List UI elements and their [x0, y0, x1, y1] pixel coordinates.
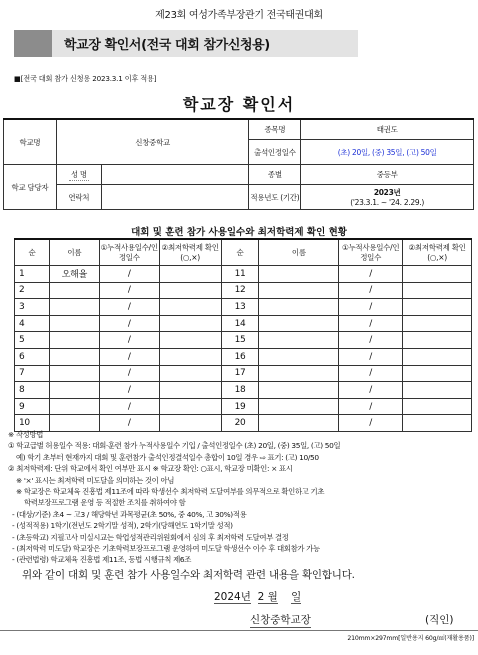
name-field[interactable]: [101, 165, 249, 185]
days-cell[interactable]: /: [99, 415, 159, 432]
division-value: 중등부: [301, 165, 474, 185]
note-8: - (최저학력 미도달) 학교장은 기초학력보장프로그램 운영하여 미도달 학생선수 이수 후 대회참가 가능: [12, 544, 320, 554]
note-1a: ① 학교급별 허용일수 적용: 대회·훈련 참가 누적사용일수 기입 / 출석인정일수 (초) 20일, (중) 35일, (고) 50일: [8, 441, 341, 451]
grade-check-cell[interactable]: [403, 282, 472, 299]
student-name[interactable]: [49, 282, 99, 299]
table-row: [15, 365, 472, 382]
instructions: [8, 429, 474, 566]
days-cell[interactable]: /: [339, 299, 403, 316]
grade-check-cell[interactable]: [159, 315, 221, 332]
days-cell[interactable]: /: [99, 365, 159, 382]
confirmation-text: 위와 같이 대회 및 훈련 참가 사용일수와 최저학력 관련 내용을 확인합니다.: [22, 569, 355, 581]
note-4a: ※ 학교장은 학교체육 진흥법 제11조에 따라 학생선수 최저학력 도달여부를 의무적으로 확인하고 기초: [16, 487, 325, 497]
header-grade: ②최저학력제 확인(○,×): [403, 239, 472, 266]
student-name[interactable]: [49, 365, 99, 382]
grade-check-cell[interactable]: [403, 365, 472, 382]
days-cell[interactable]: /: [339, 415, 403, 432]
note-5: - (대상/기준) 초4 ~ 고3 / 해당학년 과목평균(초 50%, 중 40%, 고 30%)적용: [12, 509, 247, 519]
notice-line: ■[전국 대회 참가 신청용 2023.3.1 이후 적용]: [14, 74, 157, 83]
days-cell[interactable]: /: [339, 382, 403, 399]
name-label-text: 성 명: [70, 169, 87, 179]
table-row: [15, 348, 472, 365]
school-name-label: 학교명: [4, 119, 57, 165]
header-grade: ②최저학력제 확인(○,×): [159, 239, 221, 266]
note-2: ② 최저학력제: 단위 학교에서 확인 여부만 표시 ※ 학교장 확인: ○표시, 학교장 미확인: × 표시: [8, 464, 293, 474]
grade-check-cell[interactable]: [403, 332, 472, 349]
student-name[interactable]: [49, 348, 99, 365]
days-cell[interactable]: /: [339, 348, 403, 365]
grade-check-cell[interactable]: [403, 315, 472, 332]
row-number: 9: [15, 398, 50, 415]
staff-label: 학교 담당자: [4, 165, 57, 210]
student-name[interactable]: [259, 348, 339, 365]
grade-check-cell[interactable]: [403, 398, 472, 415]
grade-check-cell[interactable]: [403, 348, 472, 365]
paper-spec: 210mm×297mm[일반용지 60g/㎡(재활용품)]: [347, 635, 474, 642]
note-4b: 학력보장프로그램 운영 등 적절한 조치를 취하여야 함: [24, 498, 186, 508]
grade-check-cell[interactable]: [159, 282, 221, 299]
student-name[interactable]: [49, 382, 99, 399]
row-number: 7: [15, 365, 50, 382]
days-cell[interactable]: /: [99, 332, 159, 349]
days-cell[interactable]: /: [339, 266, 403, 283]
grade-check-cell[interactable]: [159, 382, 221, 399]
header-name: 이름: [259, 239, 339, 266]
document-title: 학교장 확인서: [182, 95, 296, 114]
row-number: 10: [15, 415, 50, 432]
attendance-label: 출석인정일수: [249, 140, 301, 165]
table-row: [15, 398, 472, 415]
period-range: ('23.3.1. ~ '24. 2.29.): [350, 198, 425, 207]
days-cell[interactable]: /: [99, 315, 159, 332]
student-name[interactable]: [259, 282, 339, 299]
grade-check-cell[interactable]: [403, 299, 472, 316]
header-days: ①누적사용일수/인정일수: [99, 239, 159, 266]
official-seal-label: (직인): [425, 614, 454, 626]
student-name[interactable]: 오해율: [49, 266, 99, 283]
days-cell[interactable]: /: [99, 282, 159, 299]
grade-check-cell[interactable]: [159, 398, 221, 415]
grade-check-cell[interactable]: [403, 266, 472, 283]
event-label: 종목명: [249, 119, 301, 140]
table-row: [15, 332, 472, 349]
student-name[interactable]: [259, 382, 339, 399]
row-number: 3: [15, 299, 50, 316]
grade-check-cell[interactable]: [159, 266, 221, 283]
form-title: 학교장 확인서(전국 대회 참가신청용): [52, 30, 358, 57]
note-9: - (관련법령) 학교체육 진흥법 제11조, 동법 시행규칙 제6조: [12, 555, 192, 565]
row-number: 15: [221, 332, 259, 349]
footer-divider: [0, 630, 478, 631]
row-number: 11: [221, 266, 259, 283]
days-cell[interactable]: /: [99, 348, 159, 365]
row-number: 1: [15, 266, 50, 283]
table-row: [15, 382, 472, 399]
event-title: 제23회 여성가족부장관기 전국태권대회: [155, 10, 323, 21]
days-cell[interactable]: /: [339, 365, 403, 382]
note-6: - (성적적용) 1학기(전년도 2학기말 성적), 2학기(당해연도 1학기말 성적): [12, 521, 233, 531]
student-name[interactable]: [259, 365, 339, 382]
note-3: ※ '×' 표시는 최저학력 미도달을 의미하는 것이 아님: [16, 475, 175, 485]
days-cell[interactable]: /: [99, 382, 159, 399]
row-number: 18: [221, 382, 259, 399]
days-cell[interactable]: /: [99, 398, 159, 415]
row-number: 20: [221, 415, 259, 432]
school-name: 신창중학교: [56, 119, 249, 165]
row-number: 5: [15, 332, 50, 349]
row-number: 16: [221, 348, 259, 365]
student-name[interactable]: [49, 398, 99, 415]
period-value: [301, 185, 474, 210]
student-name[interactable]: [49, 299, 99, 316]
period-year: 2023년: [373, 188, 401, 197]
student-name[interactable]: [49, 315, 99, 332]
row-number: 12: [221, 282, 259, 299]
name-label: [56, 165, 101, 185]
days-cell[interactable]: /: [99, 299, 159, 316]
student-name[interactable]: [49, 332, 99, 349]
attendance-table: [14, 238, 472, 432]
title-accent-block: [14, 30, 52, 57]
days-cell[interactable]: /: [339, 282, 403, 299]
principal-school: 신창중학교장: [250, 614, 311, 626]
event-value: 태권도: [301, 119, 474, 140]
row-number: 2: [15, 282, 50, 299]
grade-check-cell[interactable]: [159, 348, 221, 365]
note-7: - (초등학교) 지필고사 미실시교는 학업성적관리위원회에서 심의 후 최저학력 도달여부 결정: [12, 532, 289, 542]
date-day: 일: [291, 591, 302, 603]
student-name[interactable]: [259, 299, 339, 316]
grade-check-cell[interactable]: [403, 382, 472, 399]
student-name[interactable]: [259, 266, 339, 283]
confirmation-date: [214, 589, 301, 604]
student-name[interactable]: [259, 315, 339, 332]
days-cell[interactable]: /: [339, 332, 403, 349]
attendance-section-title: 대회 및 훈련 참가 사용일수와 최저학력제 확인 현황: [131, 227, 347, 238]
note-1b: 예) 학기 초부터 현재까지 대회 및 훈련참가 출석인정결석일수 총합이 10일 경우 ⇨ 표기: (고) 10/50: [16, 452, 319, 462]
row-number: 8: [15, 382, 50, 399]
grade-check-cell[interactable]: [159, 365, 221, 382]
days-cell[interactable]: /: [339, 398, 403, 415]
row-number: 6: [15, 348, 50, 365]
table-row: [15, 266, 472, 283]
attendance-value: (초) 20일, (중) 35일, (고) 50일: [301, 140, 474, 165]
student-name[interactable]: [259, 398, 339, 415]
notes-heading: ※ 작성방법: [8, 430, 43, 439]
header-name: 이름: [49, 239, 99, 266]
row-number: 19: [221, 398, 259, 415]
date-month: 2 월: [257, 591, 278, 603]
form-title-bar: [14, 30, 358, 57]
contact-label: 연락처: [56, 185, 101, 210]
grade-check-cell[interactable]: [159, 332, 221, 349]
row-number: 13: [221, 299, 259, 316]
table-row: [15, 282, 472, 299]
row-number: 14: [221, 315, 259, 332]
days-cell[interactable]: /: [99, 266, 159, 283]
division-label: 종별: [249, 165, 301, 185]
row-number: 17: [221, 365, 259, 382]
contact-field[interactable]: [101, 185, 249, 210]
row-number: 4: [15, 315, 50, 332]
header-days: ①누적사용일수/인정일수: [339, 239, 403, 266]
header-no: 순: [221, 239, 259, 266]
student-name[interactable]: [259, 332, 339, 349]
date-year: 2024년: [214, 591, 251, 603]
days-cell[interactable]: /: [339, 315, 403, 332]
header-no: 순: [15, 239, 50, 266]
school-info-table: [3, 118, 474, 210]
table-row: [15, 315, 472, 332]
period-label: 적용년도 (기간): [249, 185, 301, 210]
table-row: [15, 299, 472, 316]
grade-check-cell[interactable]: [159, 299, 221, 316]
